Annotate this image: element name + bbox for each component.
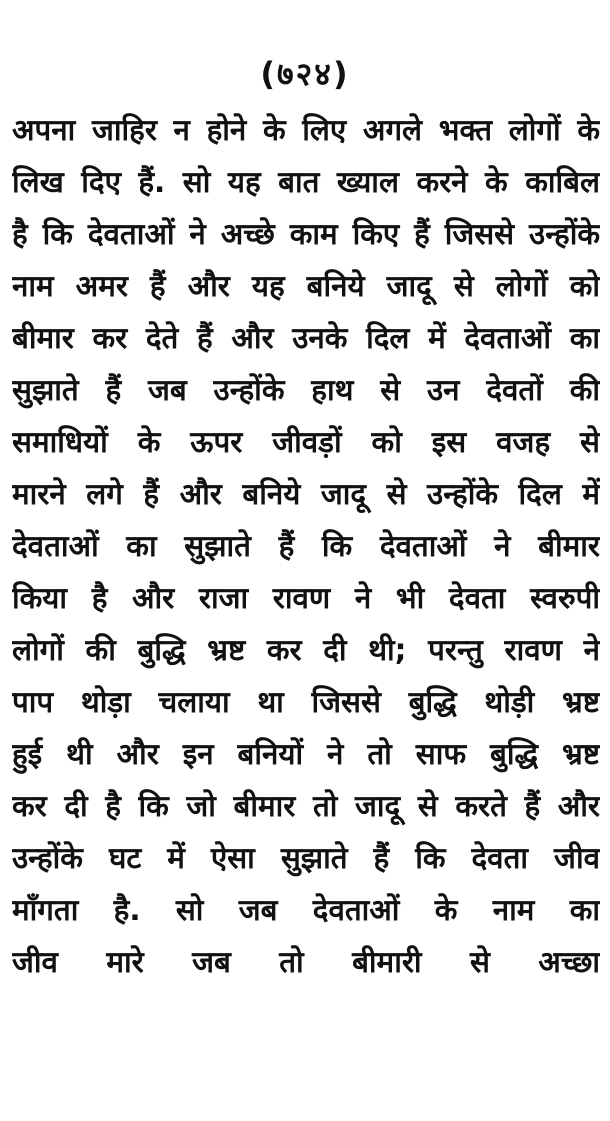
text-line: हुई थी और इन बनियों ने तो साफ बुद्धि भ्रष्ट <box>12 737 600 771</box>
text-line: किया है और राजा रावण ने भी देवता स्वरुपी <box>12 581 600 615</box>
page-number: (७२४) <box>260 55 350 93</box>
text-line: समाधियों के ऊपर जीवड़ों को इस वजह से <box>12 425 600 459</box>
text-line: लिख दिए हैं. सो यह बात ख्याल करने के काबिल <box>12 165 600 199</box>
text-line: नाम अमर हैं और यह बनिये जादू से लोगों को <box>12 269 600 303</box>
text-line: जीव मारे जब तो बीमारी से अच्छा <box>12 945 600 979</box>
text-line: बीमार कर देते हैं और उनके दिल में देवताओं का <box>12 321 600 355</box>
text-line: पाप थोड़ा चलाया था जिससे बुद्धि थोड़ी भ्रष्ट <box>12 685 600 719</box>
text-line: है कि देवताओं ने अच्छे काम किए हैं जिससे उन्होंके <box>12 217 600 251</box>
text-line: कर दी है कि जो बीमार तो जादू से करते हैं और <box>12 789 600 823</box>
text-line: सुझाते हैं जब उन्होंके हाथ से उन देवतों की <box>12 373 600 407</box>
text-line: लोगों की बुद्धि भ्रष्ट कर दी थी; परन्तु रावण ने <box>12 633 600 667</box>
text-line: माँगता है. सो जब देवताओं के नाम का <box>12 893 600 927</box>
text-line: उन्होंके घट में ऐसा सुझाते हैं कि देवता जीव <box>12 841 600 875</box>
body-text <box>12 104 600 988</box>
text-line: मारने लगे हैं और बनिये जादू से उन्होंके दिल में <box>12 477 600 511</box>
text-line: अपना जाहिर न होने के लिए अगले भक्त लोगों के <box>12 113 600 147</box>
text-line: देवताओं का सुझाते हैं कि देवताओं ने बीमार <box>12 529 600 563</box>
